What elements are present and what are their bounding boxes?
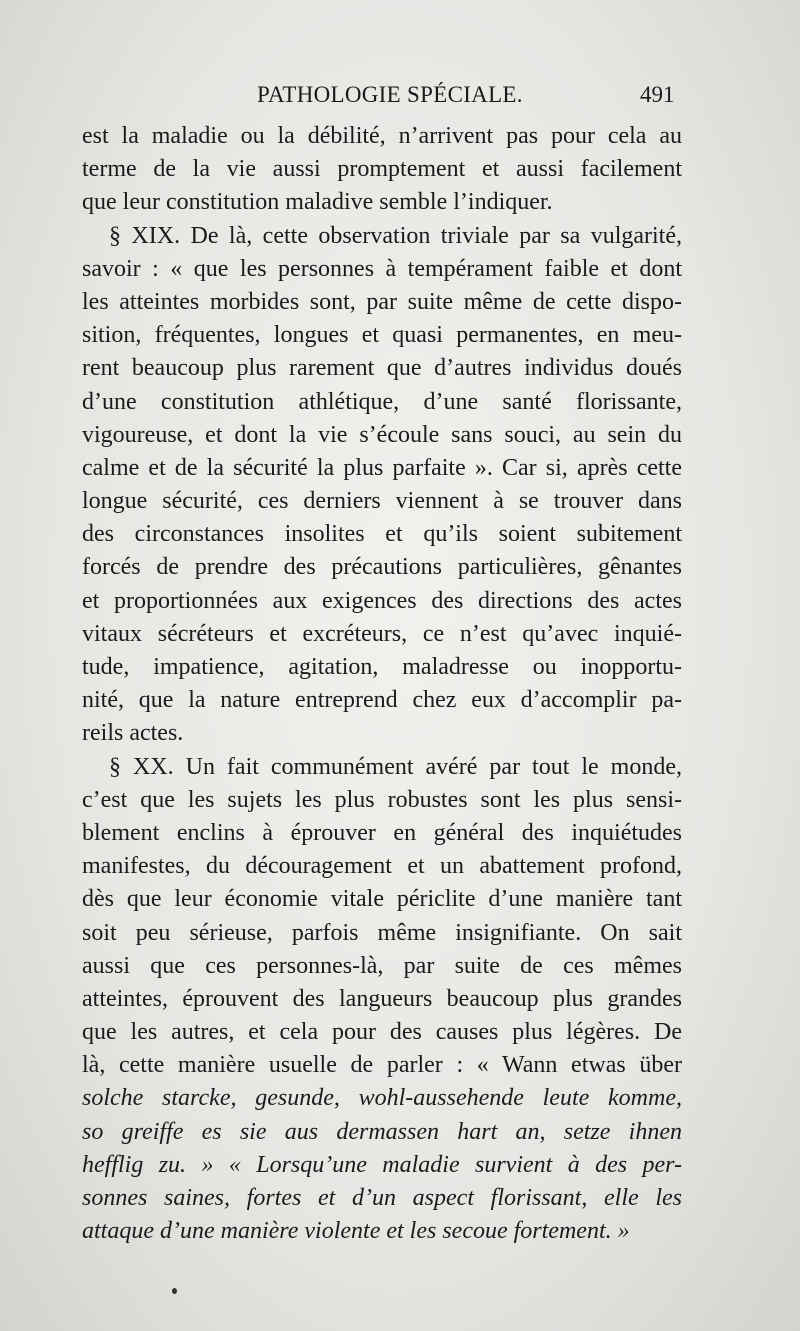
italic-quote-line: so greiffe es sie aus dermassen hart an, setze ihnen <box>82 1118 682 1145</box>
running-title: PATHOLOGIE SPÉCIALE. <box>257 82 523 107</box>
page-header <box>0 82 800 118</box>
italic-quote-line: attaque d’une manière violente et les secoue fortement. » <box>82 1218 630 1245</box>
text-line: des circonstances insolites et qu’ils soient subitement <box>82 521 682 548</box>
text-line: c’est que les sujets les plus robustes sont les plus sensi- <box>82 786 682 813</box>
printer-mark <box>172 1288 177 1294</box>
text-line: vigoureuse, et dont la vie s’écoule sans souci, au sein du <box>82 421 682 448</box>
text-line: les atteintes morbides sont, par suite même de cette dispo- <box>82 288 682 315</box>
page-number: 491 <box>640 82 675 107</box>
text-line: atteintes, éprouvent des langueurs beaucoup plus grandes <box>82 985 682 1012</box>
text-line: que leur constitution maladive semble l’indiquer. <box>82 189 553 216</box>
text-line: forcés de prendre des précautions particulières, gênantes <box>82 554 682 581</box>
text-line: vitaux sécréteurs et excréteurs, ce n’est qu’avec inquié- <box>82 620 682 647</box>
text-line: et proportionnées aux exigences des directions des actes <box>82 587 682 614</box>
text-line: longue sécurité, ces derniers viennent à se trouver dans <box>82 488 682 515</box>
section-heading-line: § XIX. De là, cette observation triviale par sa vulgarité, <box>109 222 682 249</box>
text-line: tude, impatience, agitation, maladresse ou inopportu- <box>82 654 682 680</box>
italic-quote-line: sonnes saines, fortes et d’un aspect florissant, elle les <box>82 1185 682 1211</box>
text-line: rent beaucoup plus rarement que d’autres individus doués <box>82 355 682 382</box>
italic-quote-line: hefflig zu. » « Lorsqu’une maladie survient à des per- <box>82 1151 682 1178</box>
text-line: calme et de la sécurité la plus parfaite ». Car si, après cette <box>82 454 682 481</box>
section-heading-line: § XX. Un fait communément avéré par tout le monde, <box>109 753 682 780</box>
text-line: savoir : « que les personnes à tempérament faible et dont <box>82 255 682 282</box>
text-line: est la maladie ou la débilité, n’arrivent pas pour cela au <box>82 123 682 149</box>
text-line: aussi que ces personnes-là, par suite de ces mêmes <box>82 952 682 979</box>
text-line: que les autres, et cela pour des causes plus légères. De <box>82 1019 682 1046</box>
text-line: là, cette manière usuelle de parler : « Wann etwas über <box>82 1052 682 1079</box>
text-line: reils actes. <box>82 720 184 747</box>
text-line: soit peu sérieuse, parfois même insignifiante. On sait <box>82 919 682 946</box>
italic-quote-line: solche starcke, gesunde, wohl-aussehende leute komme, <box>82 1085 682 1112</box>
body-text <box>82 120 682 1248</box>
text-line: sition, fréquentes, longues et quasi permanentes, en meu- <box>82 322 682 349</box>
text-line: terme de la vie aussi promptement et aussi facilement <box>82 156 682 183</box>
text-line: d’une constitution athlétique, d’une santé florissante, <box>82 388 682 415</box>
text-line: blement enclins à éprouver en général des inquiétudes <box>82 819 682 846</box>
text-line: manifestes, du découragement et un abattement profond, <box>82 853 682 880</box>
text-line: dès que leur économie vitale périclite d’une manière tant <box>82 886 682 913</box>
text-line: nité, que la nature entreprend chez eux d’accomplir pa- <box>82 687 682 714</box>
